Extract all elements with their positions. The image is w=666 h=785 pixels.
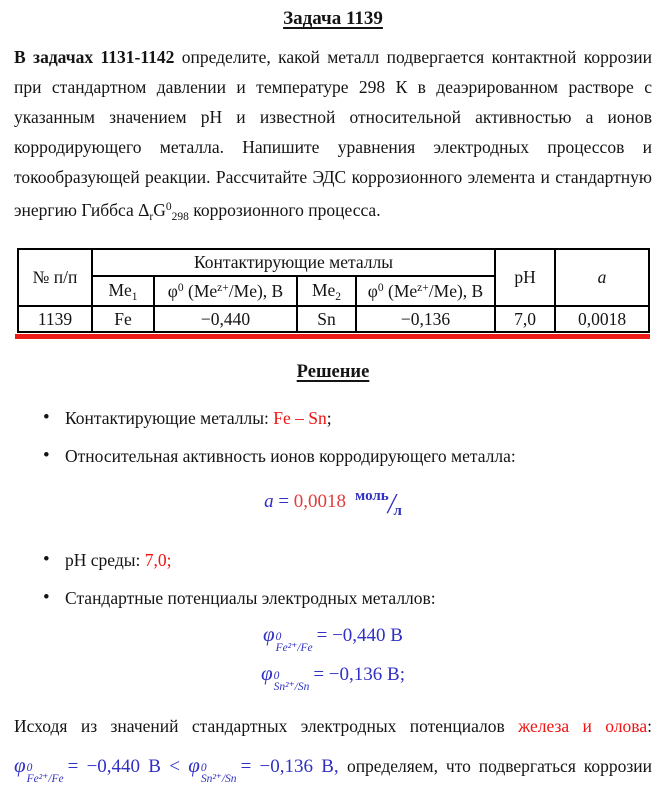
phi1-sup0: 0 (177, 281, 184, 294)
bullet1-value: Fe – Sn (273, 408, 327, 428)
phi-sn-sup: 0 (273, 670, 280, 682)
table-row (18, 306, 649, 332)
cell-me1: Fe (92, 306, 154, 332)
phi1-mid: (Me (183, 280, 218, 301)
activity-unit-fraction (355, 488, 402, 520)
cell-ph: 7,0 (495, 306, 555, 332)
bullet3-value: 7,0; (144, 550, 172, 570)
phi1-lead: φ (167, 280, 178, 301)
cell-phi2: −0,136 (356, 306, 495, 332)
problem-statement (14, 42, 652, 232)
table-header-ph: pH (495, 249, 555, 306)
phi-fe-sub: Fe²⁺/Fe (275, 642, 313, 654)
closing-metals: железа и олова (518, 716, 648, 736)
unit-numerator: моль (355, 488, 389, 504)
page-title-text: Задача 1139 (283, 8, 383, 29)
gibbs-energy-notation (138, 200, 189, 223)
cmp-fe-symbol: φ (14, 753, 26, 777)
phi2-tail: /Me), В (428, 280, 484, 301)
gibbs-sub-298: 298 (171, 211, 189, 223)
table-header-num: № п/п (18, 249, 92, 306)
problem-body-text: определите, какой металл подвергается контактной коррозии при стандартном давлении и температуре 298 К в деаэрированном растворе с указанным значением pH и известной относительной активностью а ионов корродирующего металла. Напишите уравнения электродных процессов и токообразующей реакции. Рассчитайте ЭДС коррозионного элемента и стандартную энергию Гиббса (14, 47, 652, 220)
cmp-fe-value: = −0,440 В (67, 756, 170, 777)
activity-lhs: a (264, 491, 274, 512)
bullet1-label: Контактирующие металлы: (65, 408, 274, 428)
table-header-phi2 (356, 276, 495, 306)
unit-denominator: л (393, 503, 402, 519)
page-title (14, 8, 652, 30)
gibbs-delta: Δ (138, 200, 150, 220)
phi-sn-value: = −0,136 В; (313, 664, 405, 685)
table-header-me2 (297, 276, 356, 306)
cmp-fe-scripts (27, 763, 64, 785)
problem-data-table (17, 248, 650, 333)
phi2-mid: (Me (383, 280, 418, 301)
phi-fe-sup: 0 (275, 631, 282, 643)
cell-activity: 0,0018 (555, 306, 649, 332)
problem-range-bold: В задачах 1131-1142 (14, 47, 175, 67)
closing-statement (14, 711, 652, 741)
phi1-tail: /Me), В (228, 280, 284, 301)
phi-fe-formula (14, 621, 652, 654)
bullet-contact-metals (14, 403, 652, 433)
me2-sub: 2 (335, 290, 342, 303)
solution-bullets-bottom (14, 545, 652, 613)
cmp-sn-sup: 0 (200, 762, 207, 774)
cell-num: 1139 (18, 306, 92, 332)
bullet-relative-activity: • Относительная активность ионов корродирующего металла: (14, 441, 652, 471)
closing-colon: : (647, 716, 652, 736)
bullet-standard-potentials: • Стандартные потенциалы электродных металлов: (14, 583, 652, 613)
cmp-sn-sub: Sn²⁺/Sn (200, 773, 237, 785)
cmp-sn-value: = −0,136 В, (240, 756, 347, 777)
table-header-phi1 (154, 276, 297, 306)
table-header-contact-metals: Контактирующие металлы (92, 249, 495, 276)
phi2-lead: φ (367, 280, 378, 301)
phi-sn-sub: Sn²⁺/Sn (273, 681, 310, 693)
phi2-supz: z+ (417, 281, 429, 294)
bullet3-label: pH среды: (65, 550, 145, 570)
gibbs-sup-0: 0 (165, 201, 172, 213)
fraction-slash: / (387, 489, 396, 520)
phi-sn-formula (14, 660, 652, 693)
closing-lead: Исходя из значений стандартных электродных потенциалов (14, 716, 519, 736)
solution-heading-text: Решение (296, 362, 370, 382)
problem-tail-text: коррозионного процесса. (188, 200, 381, 220)
phi1-supz: z+ (217, 281, 229, 294)
me1-sub: 1 (131, 290, 138, 303)
phi-fe-scripts (276, 632, 313, 654)
phi2-sup0: 0 (377, 281, 384, 294)
phi-sn-symbol: φ (261, 661, 273, 685)
solution-heading (14, 362, 652, 383)
me1-base: Me (108, 279, 132, 300)
cmp-sn-symbol: φ (188, 753, 200, 777)
me2-base: Me (311, 279, 336, 300)
phi-fe-value: = −0,440 В (316, 625, 403, 646)
gibbs-g: G (153, 200, 166, 220)
table-header-me1 (92, 276, 154, 306)
bullet-ph (14, 545, 652, 575)
activity-value: 0,0018 (293, 491, 347, 512)
activity-eq: = (273, 491, 294, 512)
phi-fe-symbol: φ (263, 622, 275, 646)
table-header-activity: а (555, 249, 649, 306)
cell-me2: Sn (297, 306, 356, 332)
less-than-sign: < (169, 756, 189, 777)
cmp-fe-sup: 0 (26, 762, 33, 774)
cmp-fe-sub: Fe²⁺/Fe (26, 773, 64, 785)
final-line-tail: определяем, что подвергаться коррозии (346, 756, 653, 776)
solution-bullets-top (14, 403, 652, 471)
bullet1-tail: ; (326, 408, 332, 428)
cell-phi1: −0,440 (154, 306, 297, 332)
activity-formula (14, 483, 652, 524)
phi-sn-scripts (274, 671, 310, 693)
gibbs-sub-r: r (149, 211, 154, 223)
cmp-sn-scripts (201, 763, 237, 785)
final-comparison-line (14, 750, 652, 785)
red-underline-rule (15, 334, 650, 339)
